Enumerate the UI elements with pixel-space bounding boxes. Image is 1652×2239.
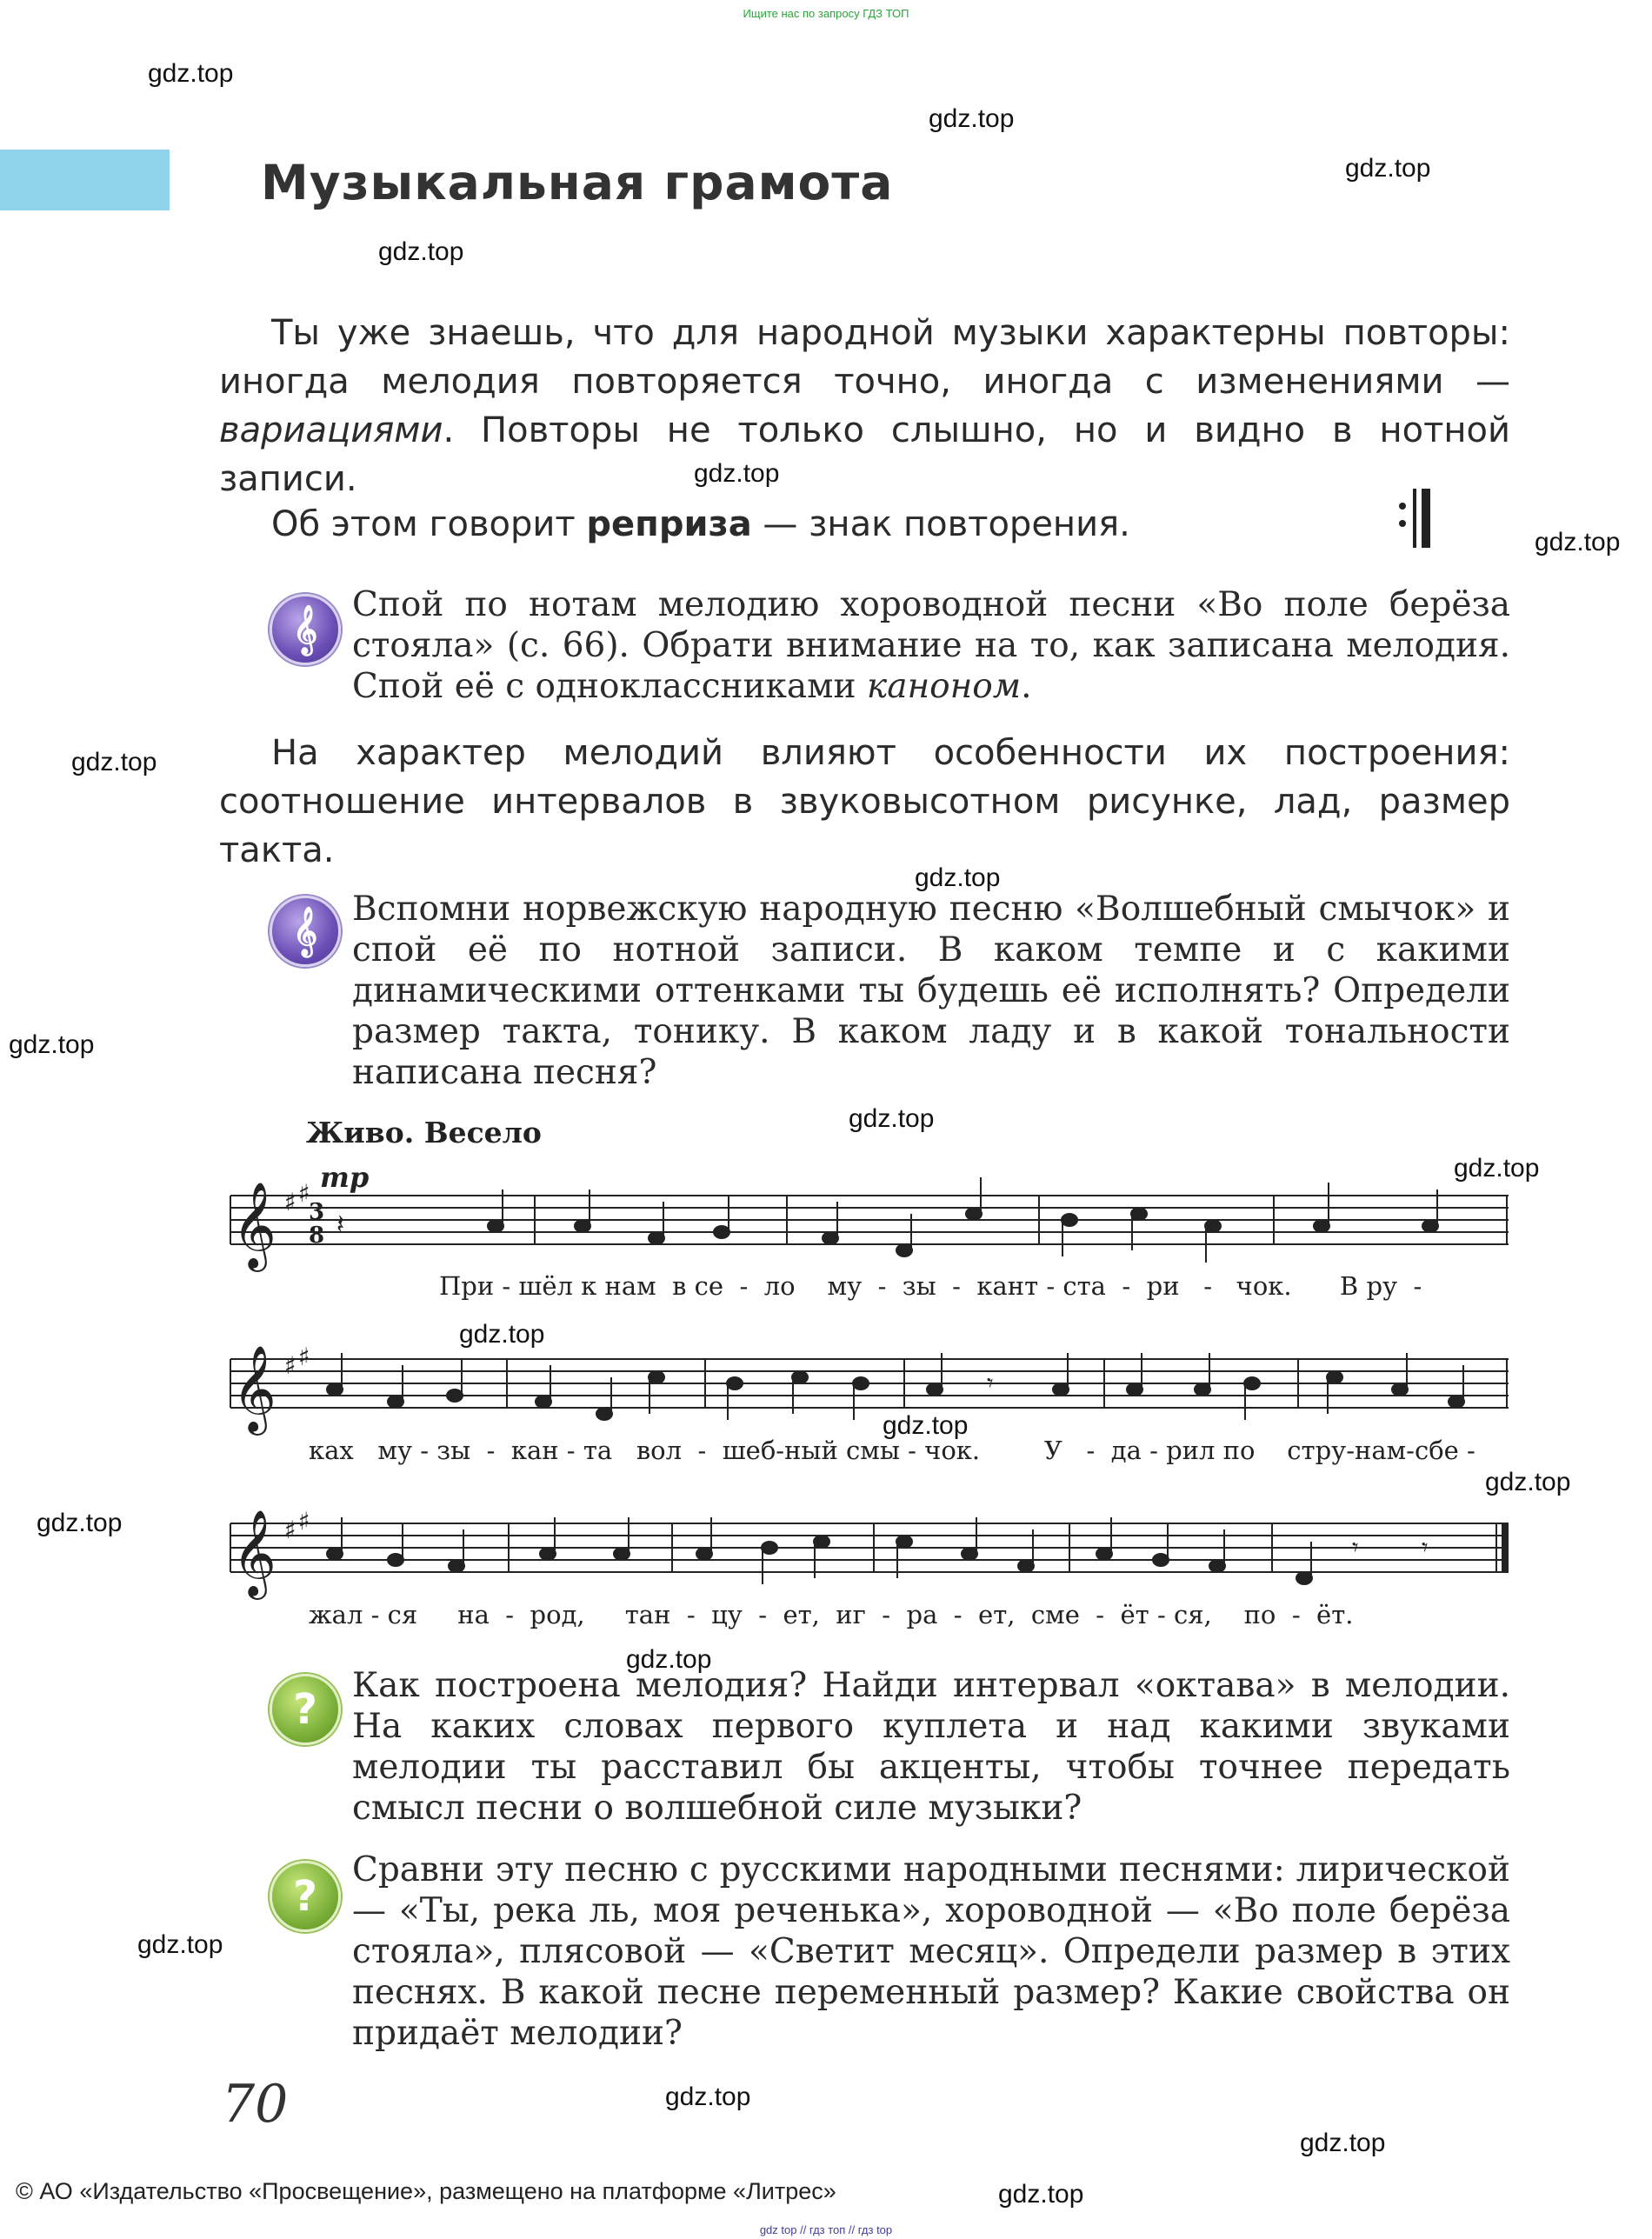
reprise-line <box>271 504 1130 544</box>
bottom-watermark-note: gdz top // гдз топ // гдз top <box>759 2223 893 2236</box>
watermark: gdz.top <box>883 1411 969 1440</box>
svg-text:𝄽: 𝄽 <box>336 1209 345 1240</box>
svg-text:♯: ♯ <box>298 1507 310 1536</box>
variations-term: вариациями <box>219 410 443 450</box>
lyrics-line-1: При - шёл к нам в се - ло му - зы - кант - ста - ри - чок. В ру - <box>439 1271 1422 1301</box>
intro-paragraph <box>219 309 1510 503</box>
lyrics-line-2: ках му - зы - кан - та вол - шеб-ный смы - чок. У - да - рил по стру-нам-сбе - <box>309 1436 1475 1465</box>
watermark: gdz.top <box>1485 1468 1571 1496</box>
svg-text:♯: ♯ <box>284 1516 296 1544</box>
svg-text:𝄞: 𝄞 <box>232 1345 276 1432</box>
svg-text:𝄞: 𝄞 <box>232 1509 276 1596</box>
watermark: gdz.top <box>459 1320 545 1349</box>
tempo-marking: Живо. Весело <box>306 1116 542 1149</box>
music-staff-2 <box>222 1320 1513 1450</box>
canon-term: каноном <box>866 667 1022 706</box>
watermark: gdz.top <box>929 104 1015 133</box>
music-staff-1 <box>222 1156 1513 1287</box>
svg-text:𝄾: 𝄾 <box>1352 1533 1359 1562</box>
watermark: gdz.top <box>998 2180 1084 2209</box>
svg-text:♯: ♯ <box>298 1179 310 1208</box>
watermark: gdz.top <box>137 1930 223 1959</box>
svg-text:𝄾: 𝄾 <box>987 1369 994 1397</box>
task1-text-end: . <box>1021 667 1032 706</box>
intro-text-end: . Повторы не только слышно, но и видно в нотной записи. <box>219 410 1510 499</box>
copyright-note: © АО «Издательство «Просвещение», размещено на платформе «Литрес» <box>16 2178 836 2204</box>
watermark: gdz.top <box>378 237 464 266</box>
task-sing-round <box>352 584 1510 707</box>
watermark: gdz.top <box>915 863 1001 892</box>
question-compare-songs: Сравни эту песню с русскими народными песнями: лирической — «Ты, река ль, моя реченька», хороводной — «Во поле берёза стояла», плясовой — «Светит месяц». Определи размер в этих песнях. В какой песне переменный размер? Какие свойства он придаёт мелодии? <box>352 1850 1510 2053</box>
task1-text: Спой по нотам мелодию хороводной песни «Во поле берёза стояла» (с. 66). Обрати внимание на то, как записана мелодия. Спой её с одноклассниками <box>352 585 1510 706</box>
watermark: gdz.top <box>665 2082 751 2111</box>
reprise-text-end: — знак повторения. <box>751 504 1130 544</box>
section-tab <box>0 150 170 210</box>
melody-structure-paragraph <box>219 729 1510 875</box>
time-signature-bottom: 8 <box>309 1223 325 1249</box>
watermark: gdz.top <box>1535 528 1621 556</box>
question-icon: ? <box>270 1861 341 1932</box>
svg-text:♯: ♯ <box>284 1188 296 1216</box>
intro-text: Ты уже знаешь, что для народной музыки характерны повторы: иногда мелодия повторяется точно, иногда с изменениями — <box>219 313 1510 402</box>
task-magic-bow: Вспомни норвежскую народную песню «Волшебный смычок» и спой её по нотной записи. В каком темпе и с какими динамическими оттенками ты будешь её исполнять? Определи размер такта, тонику. В каком ладу и в какой тональности написана песня? <box>352 890 1510 1092</box>
page-title: Музыкальная грамота <box>261 155 894 210</box>
reprise-term: реприза <box>586 504 752 544</box>
music-staff-3 <box>222 1484 1513 1615</box>
watermark: gdz.top <box>71 748 157 776</box>
svg-text:𝄾: 𝄾 <box>1422 1533 1429 1562</box>
watermark: gdz.top <box>694 459 780 488</box>
watermark: gdz.top <box>1454 1154 1540 1183</box>
watermark: gdz.top <box>849 1104 935 1133</box>
svg-text:♯: ♯ <box>284 1351 296 1380</box>
watermark: gdz.top <box>1345 154 1431 183</box>
question-melody-structure: Как построена мелодия? Найди интервал «октава» в мелодии. На каких словах первого куплета и над какими звуками мелодии ты расставил бы акценты, чтобы точнее передать смысл песни о волшебной силе музыки? <box>352 1666 1510 1828</box>
question-icon: ? <box>270 1674 341 1745</box>
svg-text:𝄞: 𝄞 <box>232 1182 276 1269</box>
top-search-note: Ищите нас по запросу ГДЗ ТОП <box>743 7 909 20</box>
treble-clef-icon: 𝄞 <box>270 896 341 967</box>
watermark: gdz.top <box>626 1645 712 1674</box>
watermark: gdz.top <box>1300 2129 1386 2157</box>
lyrics-line-3: жал - ся на - род, тан - цу - ет, иг - ра - ет, сме - ёт - ся, по - ёт. <box>309 1600 1354 1629</box>
reprise-sign-icon <box>1396 489 1439 550</box>
watermark: gdz.top <box>9 1030 95 1059</box>
watermark: gdz.top <box>148 59 234 88</box>
treble-clef-icon: 𝄞 <box>270 594 341 665</box>
watermark: gdz.top <box>37 1509 123 1537</box>
reprise-text: Об этом говорит <box>271 504 587 544</box>
para3-text: На характер мелодий влияют особенности их построения: соотношение интервалов в звуковысотном рисунке, лад, размер такта. <box>219 733 1510 870</box>
page-number: 70 <box>222 2074 289 2135</box>
time-signature-top: 3 <box>309 1199 325 1225</box>
dynamic-mark: mp <box>320 1161 370 1194</box>
svg-text:♯: ♯ <box>298 1343 310 1371</box>
